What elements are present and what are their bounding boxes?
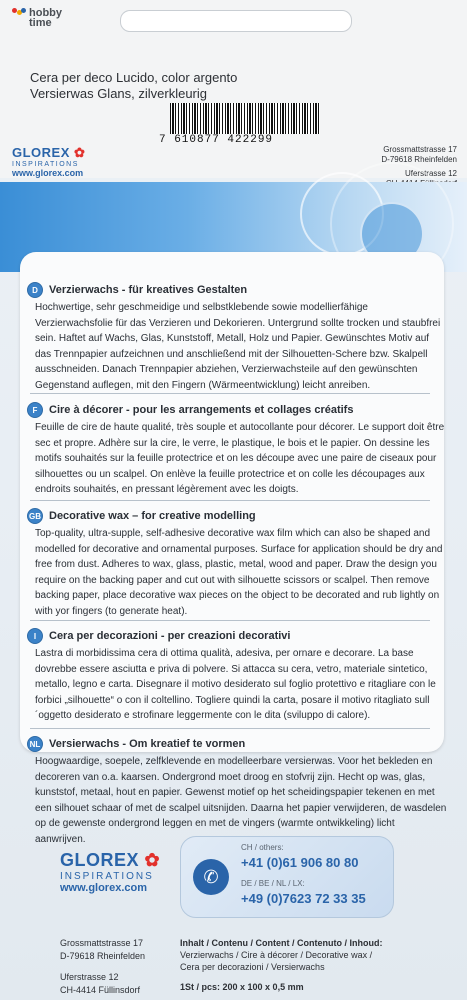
brand-website: www.glorex.com [12, 168, 84, 178]
product-title [30, 70, 237, 102]
footer-address-line1: Grossmattstrasse 17 [60, 938, 144, 948]
barcode-number: 7 610877 422299 [157, 134, 339, 146]
section-gb [27, 506, 447, 619]
footer-address-line3: Uferstrasse 12 [60, 972, 119, 982]
section-title: Decorative wax – for creative modelling [49, 510, 256, 522]
section-body: Top-quality, ultra-supple, self-adhesive decorative wax film which can also be shaped and modelled for decorative and ornamental purposes. Surface for application should be dry and free from dust. Adheres to wax, glass, plastic, metal, wood and paper. Draw the design you require on the backing paper and cut out with silhouette scissors or scalpel. Then remove backing paper, place decorative wax pieces on the object to be decorated and rub lightly on with yor fingers (to generate heat). [35, 528, 443, 617]
phone-label-de: DE / BE / NL / LX: [241, 879, 305, 888]
section-body: Feuille de cire de haute qualité, très souple et autocollante pour décorer. Le support doit être sec et propre. Adhère sur la cire, le verre, le plastique, le bois et le papier. On dessine les motifs souhaités sur la feuille protectrice et on les découpe avec une paire de ciseaux pour silhouettes ou un scalpel. On enlève la feuille protectrice et on colle les découpages aux endroits souhaités, en pressant légèrement avec les doigts. [35, 422, 445, 495]
phone-label-ch: CH / others: [241, 843, 284, 852]
footer-address-line4: CH-4414 Füllinsdorf [60, 985, 141, 995]
product-title-line2: Versierwas Glans, zilverkleurig [30, 86, 208, 101]
brand-name: GLOREX [60, 850, 140, 870]
brand-subtitle: INSPIRATIONS [60, 871, 154, 882]
section-body: Lastra di morbidissima cera di ottima qualità, adesiva, per ornare e decorare. La base dovrebbe essere asciutta e priva di polvere. Si attacca su cera, vetro, materiale sintetico, metallo, legno e carta. Disegnare il motivo desiderato sul foglio protettivo e ritagliare con le forbici „silhouette“ o con il coltellino. Togliere quindi la carta, posare il motivo ritagliato sull´oggetto desiderato e strofinare leggermente con le dita (sviluppo di calore). [35, 648, 436, 721]
hobby-logo-line2: time [29, 17, 52, 29]
lang-badge-de: D [27, 282, 43, 298]
divider [30, 500, 430, 501]
address-top-line1: Grossmattstrasse 17 [383, 145, 457, 154]
glorex-logo-footer [60, 850, 160, 894]
divider [30, 620, 430, 621]
hobby-time-logo [12, 8, 62, 28]
phone-number-de: +49 (0)7623 72 33 35 [241, 891, 366, 906]
barcode [170, 103, 320, 136]
lang-badge-nl: NL [27, 736, 43, 752]
product-title-line1: Cera per deco Lucido, color argento [30, 70, 238, 85]
glorex-flower-icon: ✿ [74, 145, 86, 160]
glorex-logo-small [12, 145, 85, 178]
address-top-line3: Uferstrasse 12 [404, 169, 457, 178]
phone-box [180, 836, 394, 918]
section-title: Cera per decorazioni - per creazioni decorativi [49, 630, 291, 642]
hang-hole [120, 10, 352, 32]
product-header [0, 0, 467, 178]
divider [30, 728, 430, 729]
contents-quantity: 1St / pcs: 200 x 100 x 0,5 mm [180, 982, 304, 992]
section-body: Hoogwaardige, soepele, zelfklevende en modelleerbare versierwas. Voor het bekleden en decoreren van o.a. kaarsen. Ondergrond moet droog en stofvrij zijn. Hecht op was, glas, kunststof, metaal, hout en papier. Gewenst motief op het scheidingspapier tekenen en met een silhouet schaar of met de scalpel uitsnijden. Daarna het papier verwijderen, de wasdelen op de gewenste ondergrond leggen en met de vingers (warmte ontwikkeling) licht aanwrijven. [35, 756, 447, 845]
brand-name: GLOREX [12, 145, 70, 160]
contents-heading: Inhalt / Contenu / Content / Contenuto / Inhoud: [180, 938, 383, 948]
lang-badge-gb: GB [27, 508, 43, 524]
section-fr [27, 400, 447, 498]
contents-info [180, 937, 440, 993]
lang-badge-fr: F [27, 402, 43, 418]
glorex-flower-icon: ✿ [144, 850, 161, 870]
phone-icon: ✆ [193, 859, 229, 895]
section-title: Versierwachs - Om kreatief te vormen [49, 738, 246, 750]
hobby-time-dots-icon [12, 8, 26, 16]
section-title: Verzierwachs - für kreatives Gestalten [49, 284, 248, 296]
section-nl [27, 734, 447, 847]
contents-line1: Verzierwachs / Cire à décorer / Decorative wax / [180, 950, 373, 960]
address-top-line2: D-79618 Rheinfelden [381, 155, 457, 164]
section-it [27, 626, 447, 724]
section-title: Cire à décorer - pour les arrangements et collages créatifs [49, 404, 354, 416]
contents-line2: Cera per decorazioni / Versierwachs [180, 962, 325, 972]
phone-number-ch: +41 (0)61 906 80 80 [241, 855, 359, 870]
hobby-logo-line1: hobby [29, 7, 62, 19]
divider [30, 393, 430, 394]
lang-badge-it: I [27, 628, 43, 644]
section-body: Hochwertige, sehr geschmeidige und selbstklebende sowie modellierfähige Verzierwachsfolie für das Verzieren und Dekorieren. Untergrund sollte trocken und staubfrei sein. Haftet auf Wachs, Glas, Kunststoff, Metall, Holz und Papier. Gewünschtes Motiv auf das Trennpapier aufzeichnen und anschließend mit der Silhouetten-Schere bzw. Skalpell ausschneiden. Danach Trennpapier abziehen, Verzierwachsteile auf den gewünschten Gegenstand auflegen, mit den Fingern (Wärmeentwicklung) leicht anreiben. [35, 302, 441, 391]
footer-address [60, 937, 145, 997]
section-de [27, 280, 447, 393]
footer-address-line2: D-79618 Rheinfelden [60, 951, 146, 961]
brand-subtitle: INSPIRATIONS [12, 161, 79, 168]
brand-website: www.glorex.com [60, 882, 148, 894]
